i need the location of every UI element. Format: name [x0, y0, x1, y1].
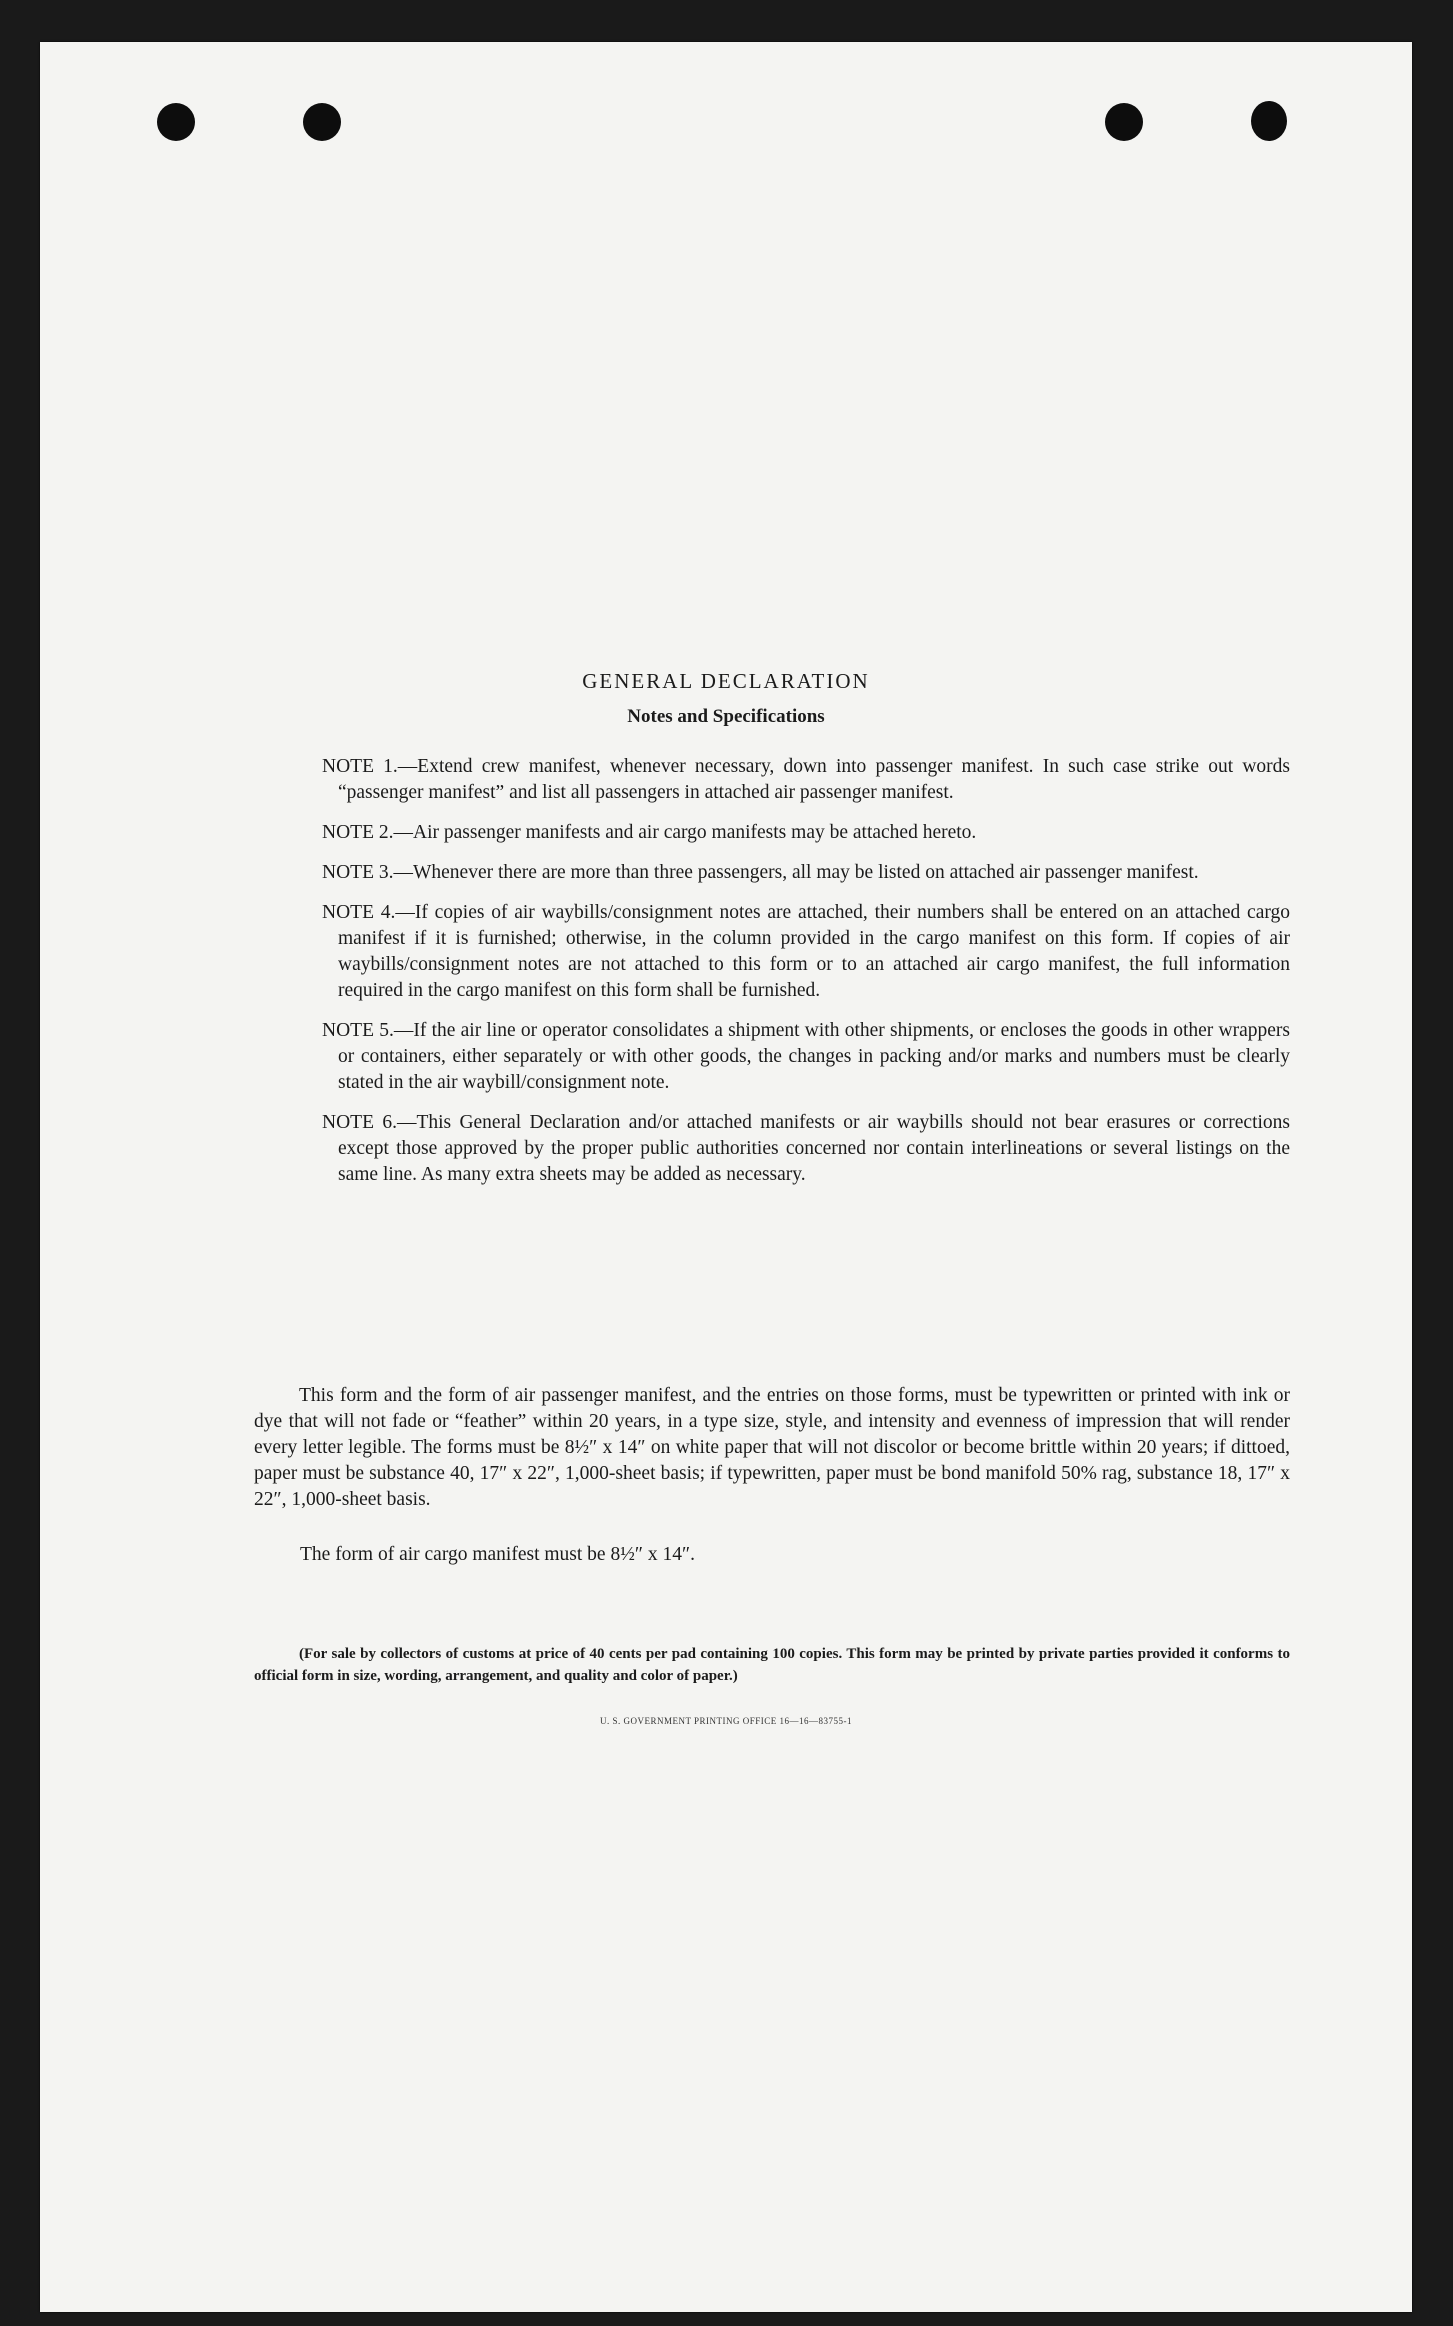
cargo-manifest-size-paragraph: The form of air cargo manifest must be 8½″ x 14″. — [300, 1544, 695, 1565]
note-3 — [205, 860, 1290, 886]
note-5 — [205, 1018, 1290, 1096]
page-title: GENERAL DECLARATION — [582, 669, 870, 693]
note-6 — [205, 1110, 1290, 1188]
punch-hole — [1251, 101, 1287, 141]
note-label: NOTE 2.— — [322, 822, 413, 843]
form-requirements-paragraph: This form and the form of air passenger manifest, and the entries on those forms, must be typewritten or printed with ink or dye that will not fade or “feather” within 20 years, in a type size, style, and intensity and evenness of impression that will render every letter legible. The forms must be 8½″ x 14″ on white paper that will not discolor or become brittle within 20 years; if dittoed, paper must be substance 40, 17″ x 22″, 1,000-sheet basis; if typewritten, paper must be bond manifold 50% rag, substance 18, 17″ x 22″, 1,000-sheet basis. — [254, 1385, 1290, 1510]
note-text: NOTE 2.—Air passenger manifests and air cargo manifests may be attached hereto. — [322, 822, 977, 843]
note-text: NOTE 6.—This General Declaration and/or attached manifests or air waybills should not bear erasures or corrections except those approved by the proper public authorities concerned nor contain interlineations or several listings on the same line. As many extra sheets may be added as necessary. — [322, 1112, 1290, 1185]
note-label: NOTE 1.— — [322, 756, 418, 777]
note-2 — [205, 820, 1290, 846]
note-4 — [205, 900, 1290, 1004]
page-subtitle: Notes and Specifications — [627, 706, 825, 727]
note-text: NOTE 1.—Extend crew manifest, whenever necessary, down into passenger manifest. In such case strike out words “passenger manifest” and list all passengers in attached air passenger manifest. — [322, 756, 1290, 803]
note-label: NOTE 6.— — [322, 1112, 417, 1133]
note-text: NOTE 5.—If the air line or operator consolidates a shipment with other shipments, or encloses the goods in other wrappers or containers, either separately or with other goods, the changes in packing and/or marks and numbers must be clearly stated in the air waybill/consignment note. — [322, 1020, 1290, 1093]
printer-imprint: U. S. GOVERNMENT PRINTING OFFICE 16—16—83755-1 — [599, 1716, 853, 1726]
sale-notice: (For sale by collectors of customs at price of 40 cents per pad containing 100 copies. This form may be printed by private parties provided it conforms to official form in size, wording, arrangement, and quality and color of paper.) — [254, 1646, 1290, 1684]
punch-hole — [1105, 103, 1143, 141]
note-label: NOTE 3.— — [322, 862, 413, 883]
note-label: NOTE 5.— — [322, 1020, 414, 1041]
punch-hole — [303, 103, 341, 141]
note-1 — [205, 754, 1290, 806]
note-text: NOTE 4.—If copies of air waybills/consignment notes are attached, their numbers shall be entered on an attached cargo manifest if it is furnished; otherwise, in the column provided in the cargo manifest on this form. If copies of air waybills/consignment notes are not attached to this form or to an attached air cargo manifest, the full information required in the cargo manifest on this form shall be furnished. — [322, 902, 1290, 1001]
punch-hole — [157, 103, 195, 141]
note-text: NOTE 3.—Whenever there are more than three passengers, all may be listed on attached air passenger manifest. — [322, 862, 1199, 883]
document-page — [40, 42, 1412, 2312]
note-label: NOTE 4.— — [322, 902, 415, 923]
notes-list — [205, 754, 1290, 1202]
